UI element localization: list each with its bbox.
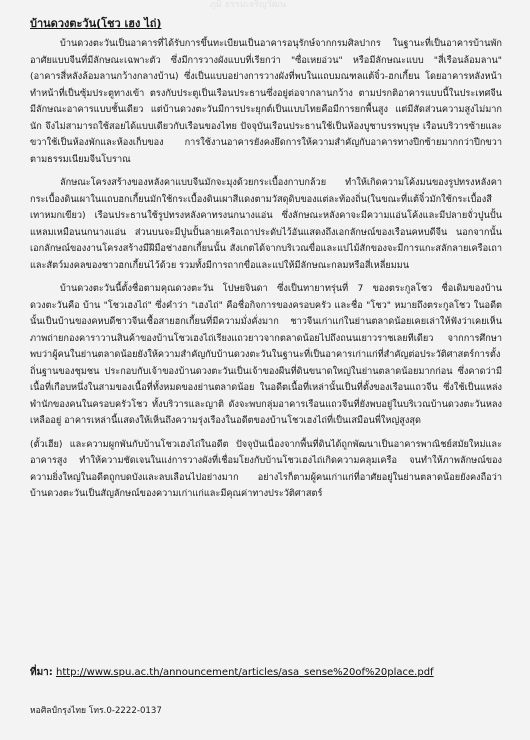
source-label: ที่มา: xyxy=(30,667,53,678)
paragraph-1: บ้านดวงตะวันเป็นอาคารที่ได้รับการขึ้นทะเบียนเป็นอาคารอนุรักษ์จากกรมศิลปากร ในฐานะที่เป็นอาคารบ้านพักอาศัยแบบจีนที่มีลักษณะเฉพาะตัว ซึ่งมีการวางผังแบบที่เรียกว่า "ซื่อเหยอ่วน" หรือมีลักษณะแบบ "สี่เรือนล้อมลาน" (อาคารสี่หลังล้อมลานกว้างกลางบ้าน) ซึ่งเป็นแบบอย่างการวางผังที่พบในแถบมณฑลแต้จิ๋ว-ฮกเกี้ยน โดยอาคารหลังหน้าทำหน้าที่เป็นซุ้มประตูทางเข้า ตรงกับประตูเป็นเรือนประธานซึ่งอยู่ต่อจากลานกว้าง ตามปรกติอาคารแบบนี้ในประเทศจีนมีลักษณะอาคารแบบชั้นเดียว แต่บ้านดวงตะวันมีการประยุกต์เป็นแบบไทยคือมีการยกพื้นสูง แต่มีสัดส่วนความสูงไม่มากนัก จึงไม่สามารถใช้สอยได้แบบเดียวกับเรือนของไทย ปัจจุบันเรือนประธานใช้เป็นห้องบูชาบรรพบุรุษ เรือนบริวารซ้ายและขวาใช้เป็นห้องพักและห้องเก็บของ การใช้งานอาคารยังคงยึดการให้ความสำคัญกับอาคารทางปีกซ้ายมากกว่าปีกขวา ตามธรรมเนียมจีนโบราณ xyxy=(30,38,502,165)
paragraph-2: ลักษณะโครงสร้างของหลังคาแบบจีนมักจะมุงด้วยกระเบื้องกาบกล้วย ทำให้เกิดความโค้งมนของรูปทรงหลังคา กระเบื้องดินเผาในแถบฮกเกี้ยนมักใช้กระเบื้องดินเผาสีแดงตามวัสดุดิบของแต่ละท้องถิ่น(ในขณะที่แต้จิ๋วมักใช้กระเบื้องสีเทาหมกเขียว) เรือนประธานใช้รูปทรงหลังคาทรงนกนางแอ่น ซึ่งลักษณะหลังคาจะมีความแอ่นโค้งและมีปลายจั่วปูนปั้นแหลมเหมือนนกนางแอ่น ส่วนบนจะมีปูนปั้นลายเครือเถาประดับไว้อันแสดงถึงเอกลักษณ์ของเรือนคหบดีจีน นอกจากนั้นเอกลักษณ์ของงานโครงสร้างมีฝีมือช่างฮกเกี้ยนนั้น สังเกตได้จากบริเวณขื่อและแปไม้สักของจะมีการแกะสลักลายเครือเถาและสัตว์มงคลของชาวฮกเกี้ยนไว้ด้วย รวมทั้งมีการถากขื่อและแปให้มีลักษณะกลมหรือสี่เหลี่ยมมน xyxy=(30,177,502,271)
paragraph-4: (ตั้วเฮีย) และความผูกพันกับบ้านโชวเฮงไถ่ในอดีต ปัจจุบันเนื่องจากพื้นที่ดินได้ถูกพัฒนาเป็นอาคารพาณิชย์สมัยใหม่และอาคารสูง ทำให้ความชัดเจนในแง่การวางผังที่เชื่อมโยงกับบ้านโชวเฮงไถ่เกิดความคลุมเครือ จนทำให้ภาพลักษณ์ของความยิ่งใหญ่ในอดีตถูกบดบังและลบเลือนไปอย่างมาก อย่างไรก็ตามผู้คนเก่าแก่ที่อาศัยอยู่ในย่านตลาดน้อยยังคงถือว่าบ้านดวงตะวันเป็นสัญลักษณ์ของความเก่าแก่และมีคุณค่าทางประวัติศาสตร์ xyxy=(30,438,502,499)
faded-header-text: ภูมิ ธรรมเจริญวัฒน xyxy=(210,0,287,10)
article-body xyxy=(30,36,502,510)
source-link[interactable]: http://www.spu.ac.th/announcement/articles/asa_sense%20of%20place.pdf xyxy=(56,667,434,678)
footer-credit: หอศิลป์กรุงไทย โทร.0-2222-0137 xyxy=(30,706,162,716)
source-line xyxy=(30,666,434,680)
paragraph-3: บ้านดวงตะวันนี้ตั้งชื่อตามคุณดวงตะวัน โปษยจินดา ซึ่งเป็นทายาทรุ่นที่ 7 ของตระกูลโชว ชื่อเดิมของบ้านดวงตะวันคือ บ้าน "โชวเฮงไถ่" ซึ่งคำว่า "เฮงไถ่" คือชื่อกิจการของครอบครัว และชื่อ "โชว" หมายถึงตระกูลโชว ในอดีตนั้นเป็นบ้านของคหบดีชาวจีนเชื้อสายฮกเกี้ยนที่มีความมั่งคั่งมาก ชาวจีนเก่าแก่ในย่านตลาดน้อยเคยเล่าให้ฟังว่าเคยเห็นภาพถ่ายกองคาราวานสินค้าของบ้านโชวเฮงไถ่เรียงแถวยาวจากตลาดน้อยไปถึงถนนเยาวราชเลยทีเดียว จากการศึกษาพบว่าผู้คนในย่านตลาดน้อยยังให้ความสำคัญกับบ้านดวงตะวันในฐานะที่เป็นอาคารเก่าแก่ที่สำคัญต่อประวัติศาสตร์การตั้งถิ่นฐานของชุมชน ประกอบกับเจ้าของบ้านดวงตะวันเป็นเจ้าของผืนที่ดินขนาดใหญ่ในย่านตลาดน้อยมากก่อน ซึ่งคาดว่ามีเนื้อที่เกือบหนึ่งในสามของเนื้อที่ทั้งหมดของย่านตลาดน้อย ในอดีตเนื้อที่เหล่านั้นเป็นที่ตั้งของเรือนแถวจีน ซึ่งใช้เป็นแหล่งพำนักของคนในครอบครัวโชว ทั้งบริวารและญาติ ดังจะพบกลุ่มอาคารเรือนแถวจีนที่ยังพบอยู่ในบริเวณบ้านดวงตะวันหลงเหลืออยู่ อาคารเหล่านี้แสดงให้เห็นถึงความรุ่งเรืองในอดีตของบ้านโชวเฮงไถ่ที่เป็นเสมือนพี่ใหญ่สูงสุด xyxy=(30,283,502,426)
article-title: บ้านดวงตะวัน(โชว เฮง ไถ่) xyxy=(30,17,162,30)
